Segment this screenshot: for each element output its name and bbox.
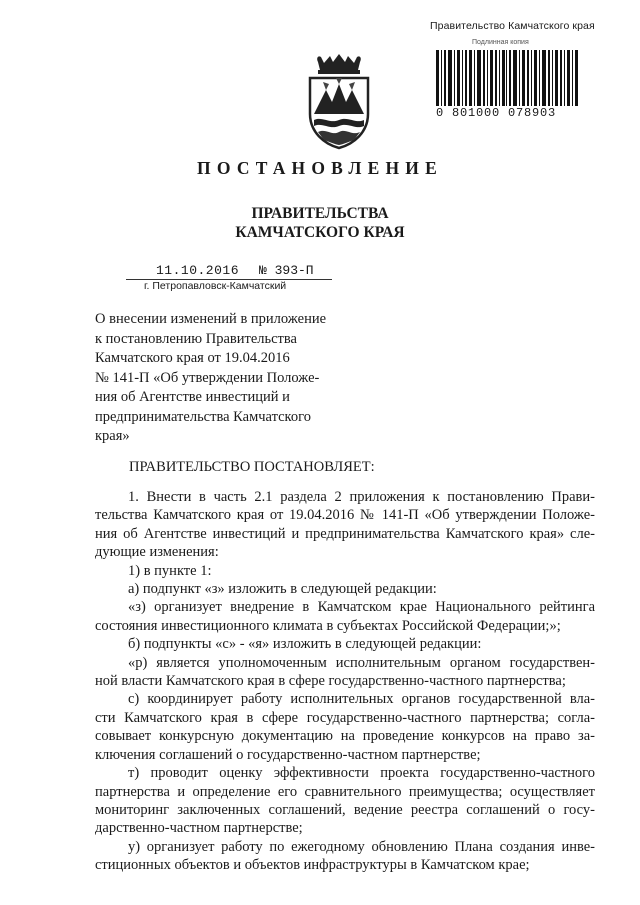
- body-line: дующие изменения:: [95, 544, 219, 561]
- subject-line: к постановлению Правительства: [95, 330, 297, 347]
- issuing-authority-line2: КАМЧАТСКОГО КРАЯ: [235, 224, 405, 241]
- body-line: дарственно-частном партнерстве;: [95, 820, 303, 837]
- body-line: 1. Внести в часть 2.1 раздела 2 приложения к постановлению Прави-: [128, 489, 595, 505]
- subject-line: предпринимательства Камчатского: [95, 408, 311, 425]
- document-date: 11.10.2016: [156, 263, 240, 278]
- body-line: ния об Агентстве инвестиций и предпринимательства Камчатского края» сле-: [95, 525, 595, 542]
- document-city: г. Петропавловск-Камчатский: [144, 280, 287, 292]
- subject-line: края»: [95, 428, 130, 444]
- subject-line: О внесении изменений в приложение: [95, 311, 327, 327]
- body-line: б) подпункты «с» - «я» изложить в следующей редакции:: [128, 636, 482, 653]
- issuing-authority: [0, 204, 640, 242]
- barcode-icon: [436, 50, 578, 106]
- stamp-caption: Подлинная копия: [472, 39, 529, 46]
- body-line: сти Камчатского края в сфере государственно-частного партнерства; согла-: [95, 709, 595, 726]
- body-line: мониторинг заключенных соглашений, ведение реестра соглашений о госу-: [95, 801, 595, 818]
- body-line: совывает конкурсную документацию на проведение конкурсов на право за-: [95, 728, 595, 745]
- body-line: «р) является уполномоченным исполнительным органом государствен-: [128, 654, 595, 671]
- body-line: состояния инвестиционного климата в субъектах Российской Федерации;»;: [95, 617, 561, 634]
- body-line: а) подпункт «з» изложить в следующей редакции:: [128, 581, 437, 598]
- body-line: у) организует работу по ежегодному обновлению Плана создания инве-: [128, 838, 595, 855]
- subject-line: № 141-П «Об утверждении Положе-: [95, 369, 320, 386]
- body-line: «з) организует внедрение в Камчатском крае Национального рейтинга: [128, 599, 595, 616]
- body-line: стиционных объектов и объектов инфраструктуры в Камчатском крае;: [95, 857, 530, 874]
- body-line: партнерства и определение его сравнительного преимущества; осуществляет: [95, 783, 595, 800]
- coat-of-arms-icon: [304, 54, 374, 150]
- body-line: т) проводит оценку эффективности проекта государственно-частного: [128, 765, 595, 782]
- stamp-organization: Правительство Камчатского края: [430, 20, 595, 32]
- barcode-number: 0 801000 078903: [436, 106, 557, 120]
- body-line: ключения соглашений о государственно-частном партнерстве;: [95, 746, 481, 763]
- document-number: № 393-П: [259, 263, 314, 278]
- subject-line: ния об Агентстве инвестиций и: [95, 389, 290, 405]
- body-line: 1) в пункте 1:: [128, 562, 212, 579]
- body-line: ной власти Камчатского края в сфере государственно-частного партнерства;: [95, 673, 566, 690]
- subject-block: [95, 310, 345, 447]
- issuing-authority-line1: ПРАВИТЕЛЬСТВА: [251, 205, 389, 222]
- subject-line: Камчатского края от 19.04.2016: [95, 350, 290, 366]
- document-body: [95, 488, 595, 875]
- body-line: с) координирует работу исполнительных органов государственной вла-: [128, 691, 595, 708]
- decree-heading: ПРАВИТЕЛЬСТВО ПОСТАНОВЛЯЕТ:: [129, 459, 375, 475]
- document-type-heading: ПОСТАНОВЛЕНИЕ: [197, 158, 443, 178]
- body-line: тельства Камчатского края от 19.04.2016 № 141-П «Об утверждении Положе-: [95, 507, 595, 524]
